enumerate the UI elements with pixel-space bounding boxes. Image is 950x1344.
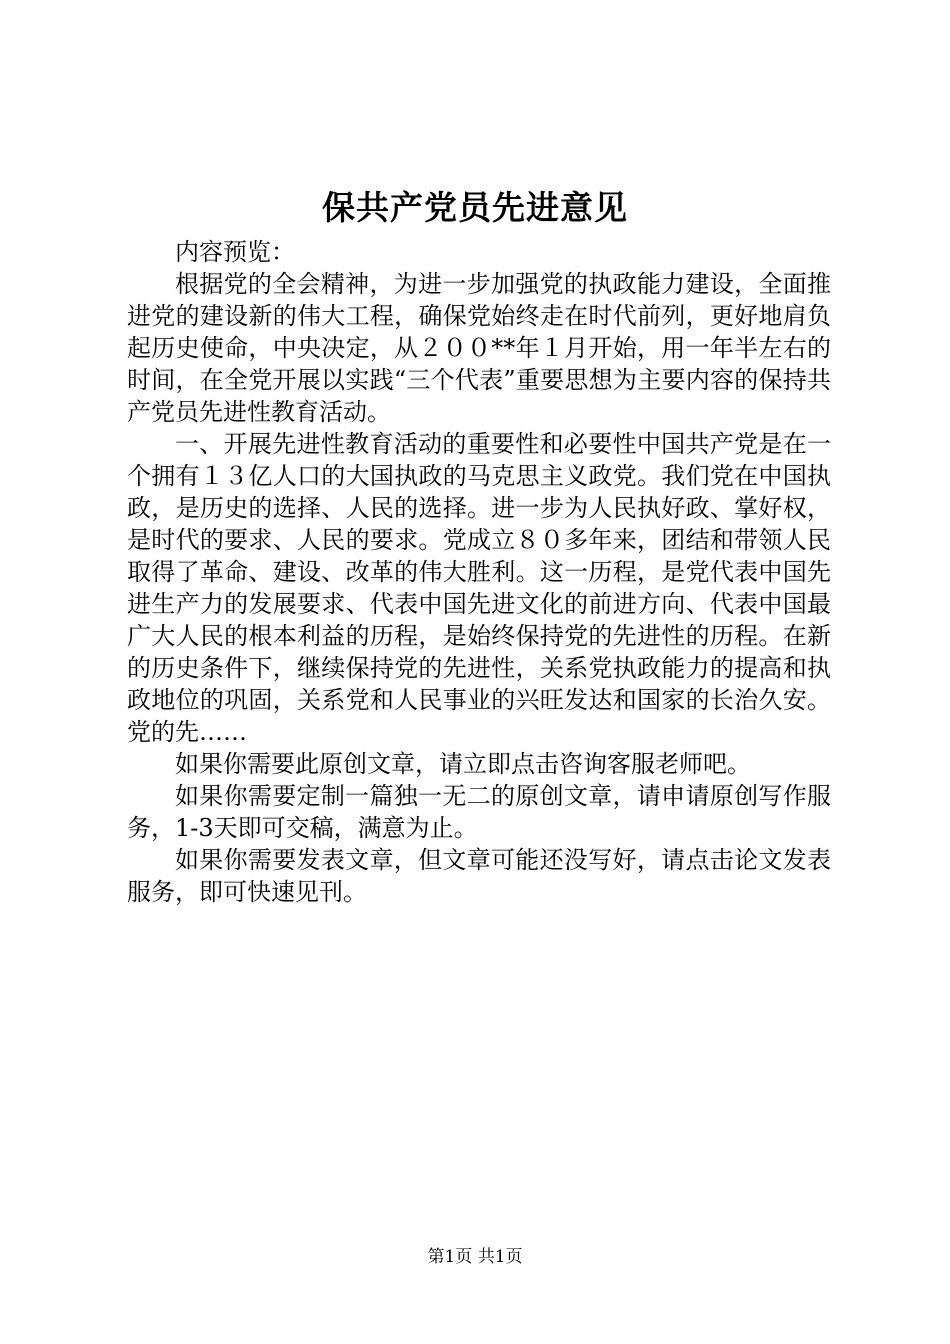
body-paragraph: 根据党的全会精神，为进一步加强党的执政能力建设，全面推进党的建设新的伟大工程，确保党始终走在时代前列，更好地肩负起历史使命，中央决定，从２００**年１月开始，用一年半左右的时间，在全党开展以实践“三个代表”重要思想为主要内容的保持共产党员先进性教育活动。 bbox=[127, 270, 831, 426]
document-title: 保共产党员先进意见 bbox=[322, 188, 628, 227]
preview-label: 内容预览： bbox=[175, 238, 295, 266]
page-footer: 第1页 共1页 bbox=[427, 1247, 523, 1267]
service-note: 如果你需要定制一篇独一无二的原创文章，请申请原创写作服务，1-3天即可交稿，满意为止。 bbox=[127, 782, 831, 842]
service-note: 如果你需要发表文章，但文章可能还没写好，请点击论文发表服务，即可快速见刊。 bbox=[127, 846, 831, 906]
document-body bbox=[127, 236, 831, 908]
body-paragraph: 一、开展先进性教育活动的重要性和必要性中国共产党是在一个拥有１３亿人口的大国执政的马克思主义政党。我们党在中国执政，是历史的选择、人民的选择。进一步为人民执好政、掌好权，是时代的要求、人民的要求。党成立８０多年来，团结和带领人民取得了革命、建设、改革的伟大胜利。这一历程，是党代表中国先进生产力的发展要求、代表中国先进文化的前进方向、代表中国最广大人民的根本利益的历程，是始终保持党的先进性的历程。在新的历史条件下，继续保持党的先进性，关系党执政能力的提高和执政地位的巩固，关系党和人民事业的兴旺发达和国家的长治久安。党的先…… bbox=[127, 430, 831, 746]
service-note: 如果你需要此原创文章，请立即点击咨询客服老师吧。 bbox=[175, 750, 751, 778]
